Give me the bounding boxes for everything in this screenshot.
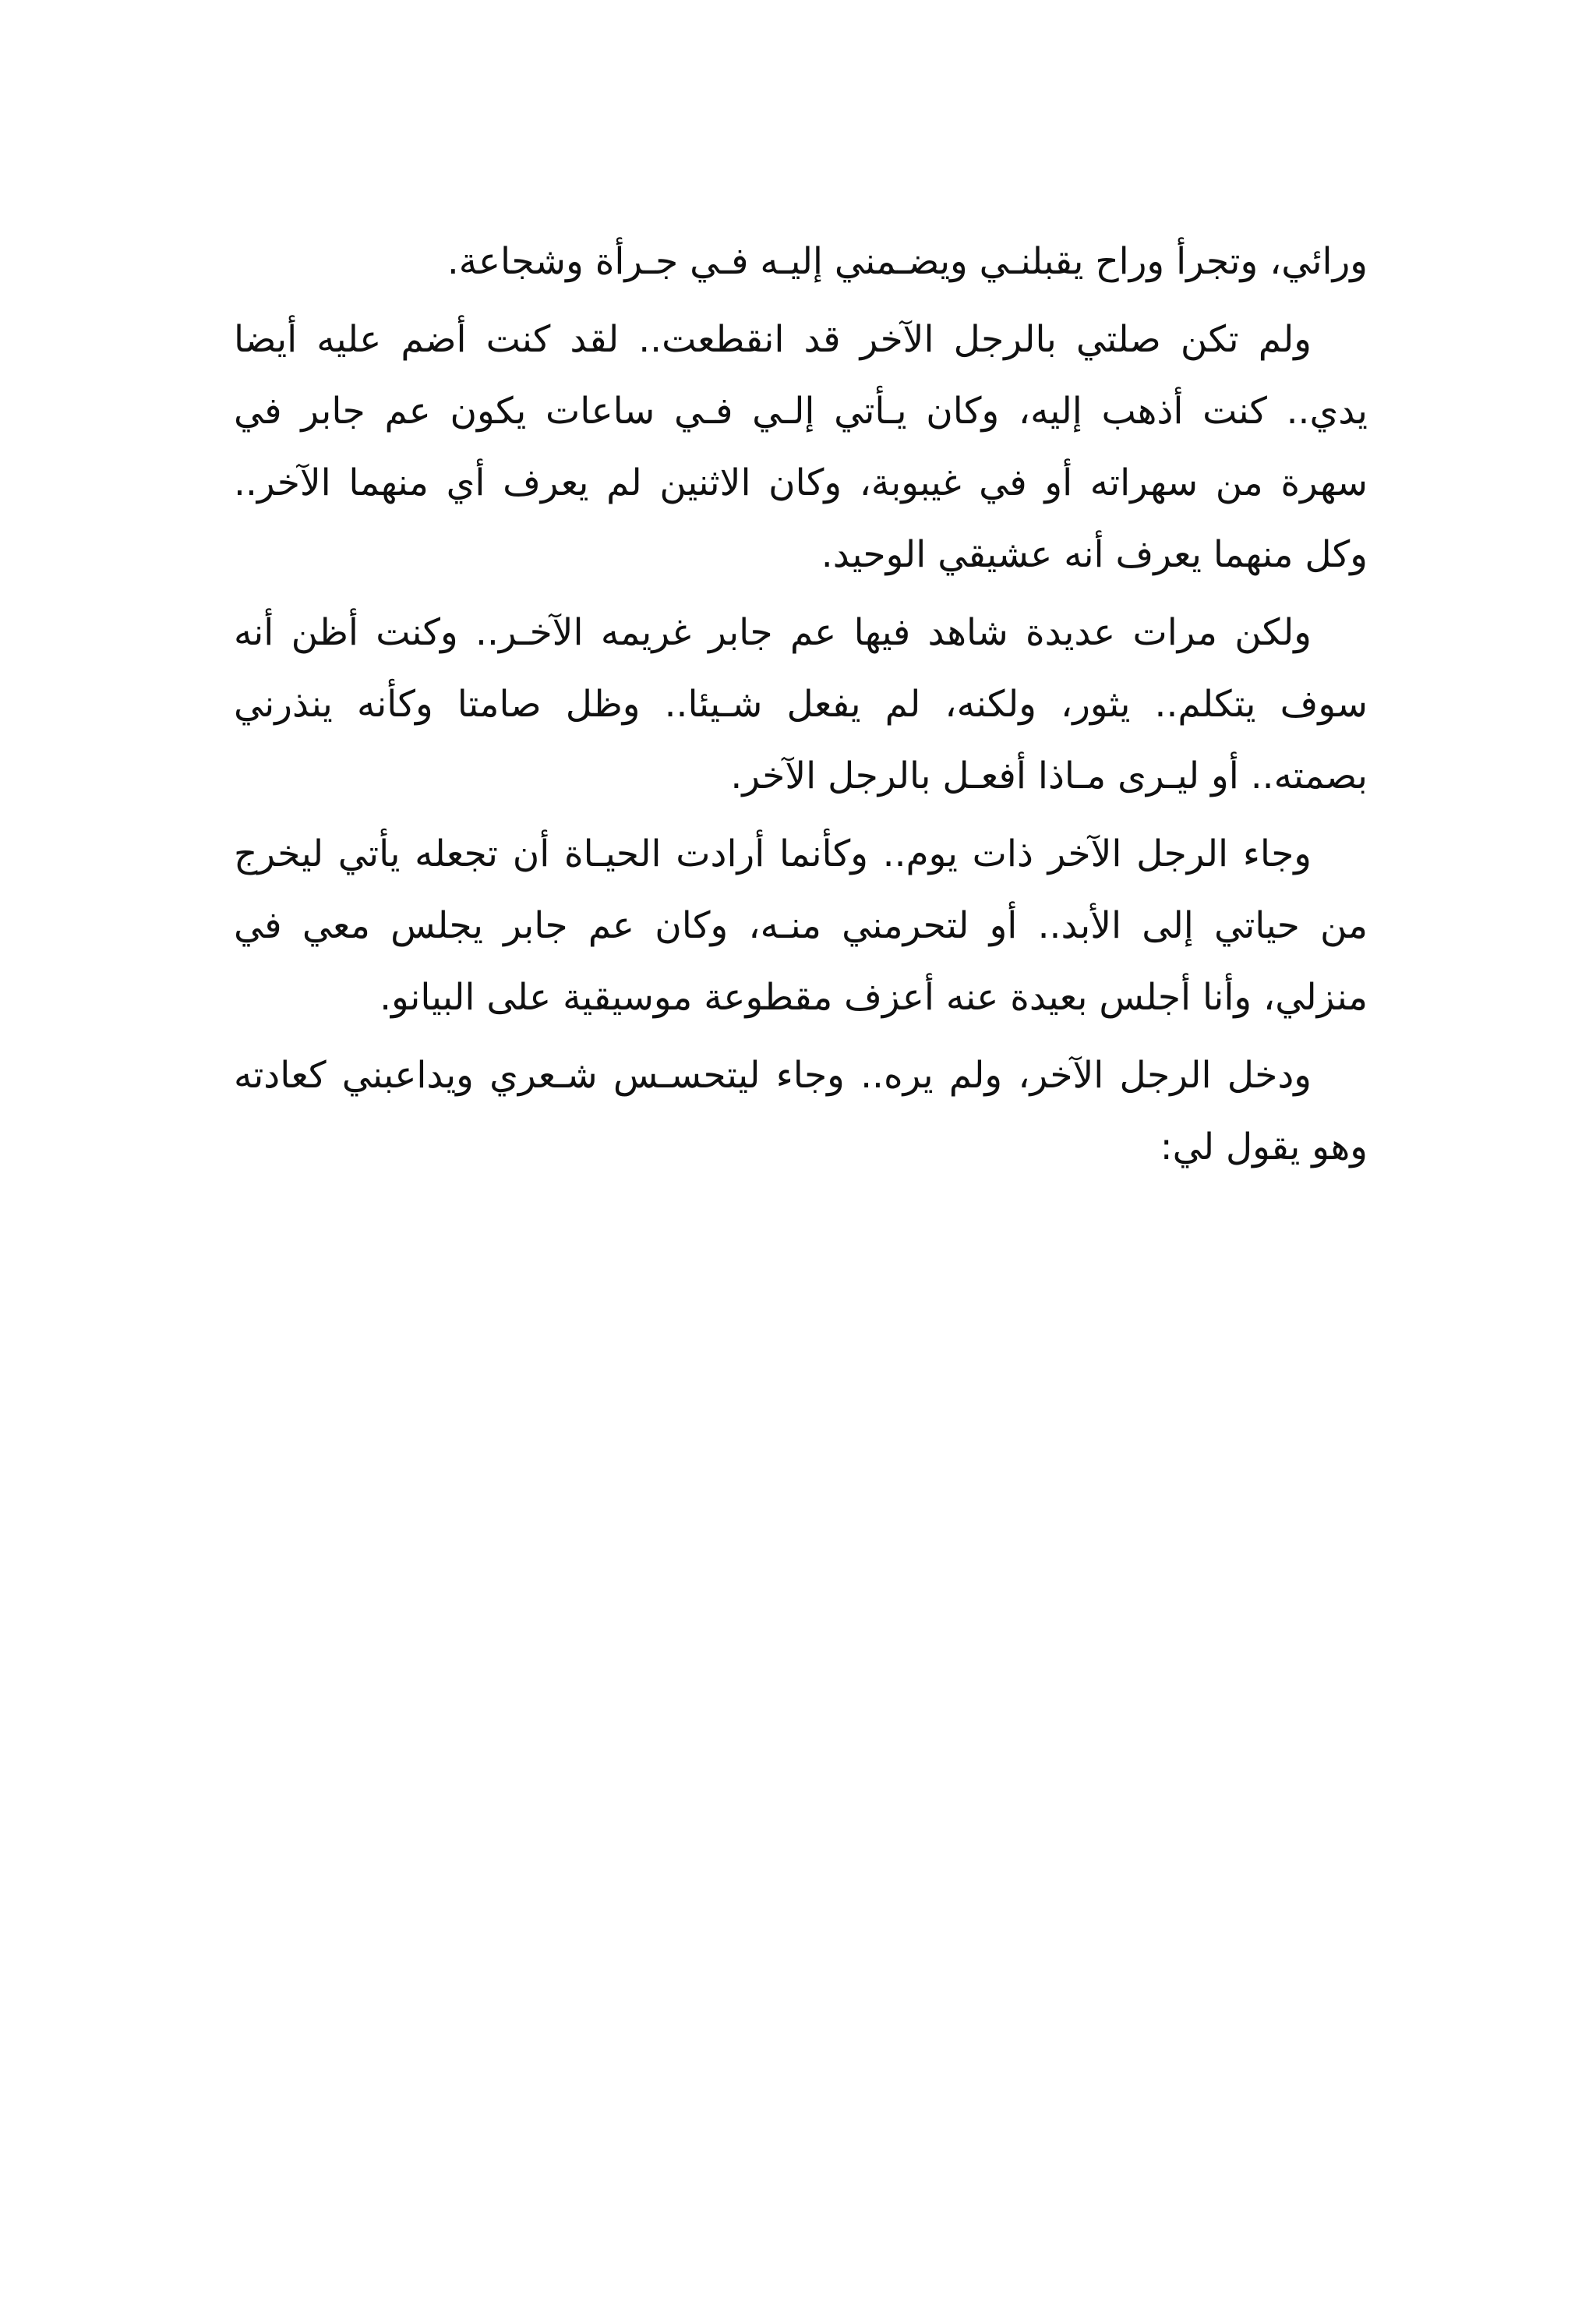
paragraph-3: ولكن مرات عديدة شاهد فيها عم جابر غريمه الآخـر.. وكنت أظن أنه سوف يتكلم.. يثور، ولكنه، لم يفعل شـيئا.. وظل صامتا وكأنه ينذرني بصمته.. أو ليـرى مـاذا أفعـل بالرجل الآخر.	[234, 611, 1368, 797]
paragraph-1: ورائي، وتجرأ وراح يقبلنـي ويضـمني إليـه فـي جـرأة وشجاعة.	[447, 240, 1368, 283]
paragraph-4: وجاء الرجل الآخر ذات يوم.. وكأنما أرادت الحيـاة أن تجعله يأتي ليخرج من حياتي إلى الأبد.. أو لتحرمني منـه، وكان عم جابر يجلس معي في منزلي، وأنا أجلس بعيدة عنه أعزف مقطوعة موسيقية على البيانو.	[234, 833, 1368, 1019]
paragraph-2: ولم تكن صلتي بالرجل الآخر قد انقطعت.. لقد كنت أضم عليه أيضا يدي.. كنت أذهب إليه، وكان يـأتي إلـي فـي ساعات يكون عم جابر في سهرة من سهراته أو في غيبوبة، وكان الاثنين لم يعرف أي منهما الآخر.. وكل منهما يعرف أنه عشيقي الوحيد.	[234, 318, 1368, 576]
body-text	[234, 226, 1368, 1190]
paragraph-5: ودخل الرجل الآخر، ولم يره.. وجاء ليتحسـس شـعري ويداعبني كعادته وهو يقول لي:	[234, 1054, 1368, 1168]
